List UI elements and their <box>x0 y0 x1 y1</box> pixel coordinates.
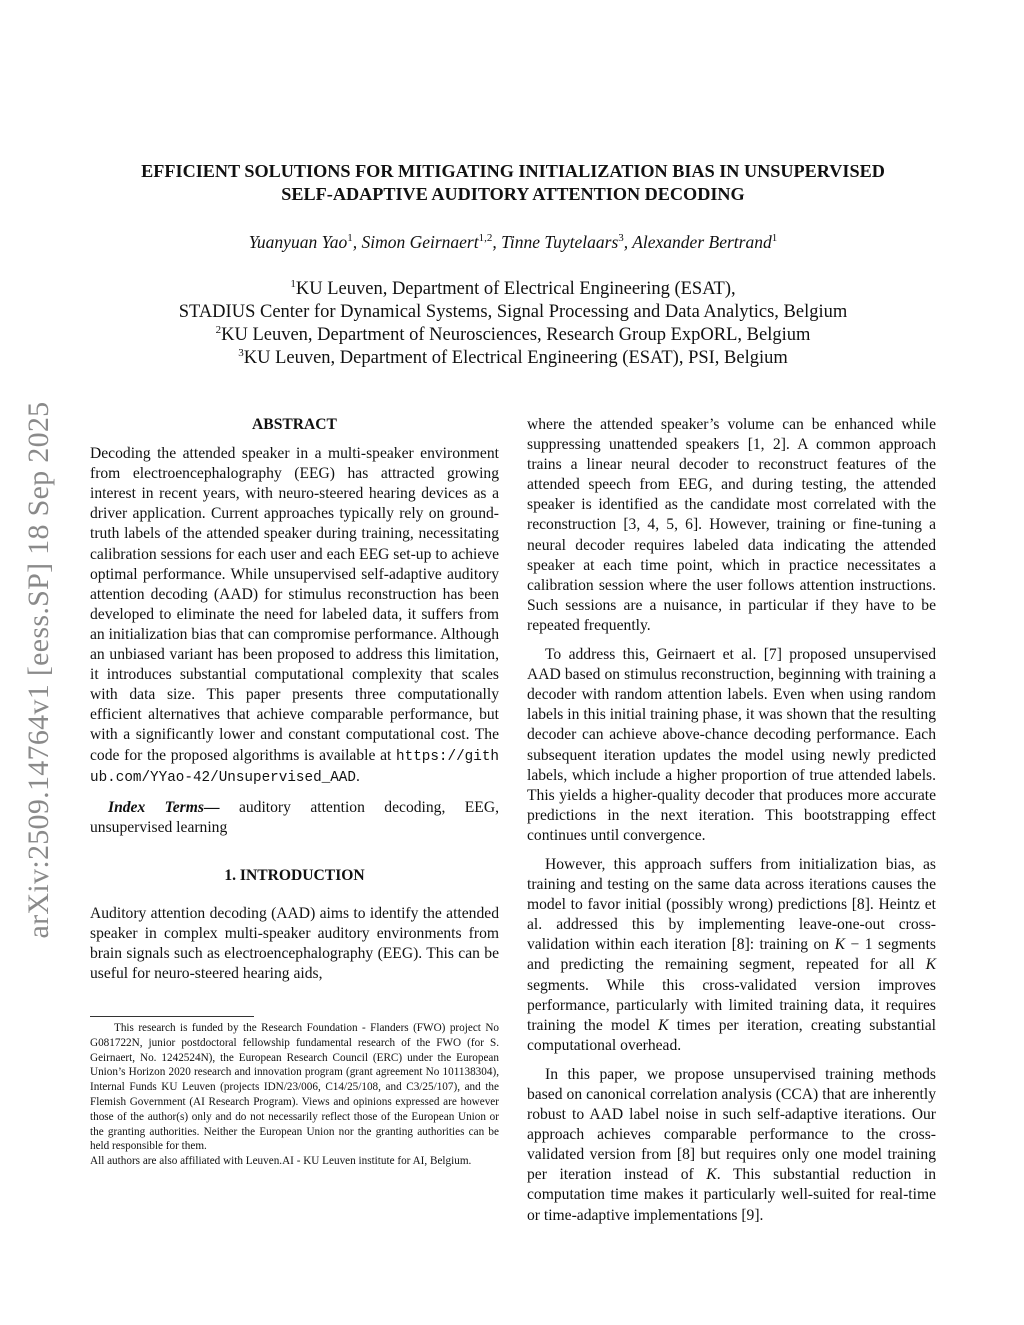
author-name: Tinne Tuytelaars <box>501 232 619 252</box>
title-line-2: SELF-ADAPTIVE AUDITORY ATTENTION DECODING <box>281 184 745 204</box>
footnote-affiliation: All authors are also affiliated with Leuven.AI - KU Leuven institute for AI, Belgium. <box>90 1155 472 1168</box>
arxiv-stamp <box>8 360 70 980</box>
p3-text: times per iteration, creating substantial computational overhead. <box>527 1016 936 1054</box>
affiliation-2 <box>90 324 936 347</box>
math-k: K <box>834 936 845 954</box>
right-paragraph-4 <box>527 1065 936 1226</box>
p3-text: segments. While this cross-validated version improves performance, particularly with limited training data, it requires training the model <box>527 976 936 1034</box>
right-column <box>527 415 936 1226</box>
right-paragraph-1: where the attended speaker’s volume can be enhanced while suppressing unattended speakers [1, 2]. A common approach trains a linear neural decoder to reconstruct features of the attended speech from EEG, and during testing, the attended speaker is identified as the candidate most correlated with the reconstruction [3, 4, 5, 6]. However, training or fine-tuning a neural decoder requires labeled data indicating the attended speaker at each time point, which in practice necessitates a calibration session where the user follows attention instructions. Such sessions are a nuisance, in particular if they have to be repeated frequently. <box>527 416 936 634</box>
author-list <box>90 232 936 253</box>
math-k: K <box>925 956 936 974</box>
left-column <box>90 415 499 984</box>
right-paragraph-3 <box>527 855 936 1056</box>
math-k: K <box>706 1166 717 1184</box>
right-paragraph-2: To address this, Geirnaert et al. [7] proposed unsupervised AAD based on stimulus reconstruction, beginning with training a decoder with random attention labels. Even when using random labels in this initial training phase, it was shown that the resulting decoder can achieve above-chance decoding performance. Each subsequent iteration updates the model using newly predicted labels, which include a higher proportion of true attended labels. This yields a higher-quality decoder that produces more accurate predictions in the next iteration. This bootstrapping effect continues until convergence. <box>527 646 936 844</box>
intro-heading: 1. INTRODUCTION <box>224 866 365 884</box>
author-name: Simon Geirnaert <box>361 232 479 252</box>
abstract-body: Decoding the attended speaker in a multi-speaker environment from electroencephalography (EEG) has attracted growing interest in recent years, with neuro-steered hearing devices as a driver application. Current approaches typically rely on ground-truth labels of the attended speaker during training, necessitating calibration sessions for each user and each EEG set-up to achieve optimal performance. While unsupervised self-adaptive auditory attention decoding (AAD) for stimulus reconstruction has been developed to eliminate the need for labeled data, it suffers from an initialization bias that can compromise performance. Although an unbiased variant has been proposed to address this limitation, it introduces substantial computational complexity that scales with data size. This paper presents three computationally efficient alternatives that achieve comparable performance, but with a significantly lower and constant computational cost. The code for the proposed algorithms is available at <box>90 445 499 764</box>
paper-title <box>90 160 936 206</box>
affiliation-text: KU Leuven, Department of Electrical Engineering (ESAT), PSI, Belgium <box>243 348 788 368</box>
affiliation-1 <box>90 278 936 301</box>
p3-text: However, this approach suffers from initialization bias, as training and testing on the same data across iterations causes the model to favor initial (possibly wrong) predictions [8]. Heintz et al. addressed this by implementing leave-one-out cross-validation within each iteration [8]: training on <box>527 855 936 954</box>
code-link[interactable]: https://github.com/YYao-42/Unsupervised_AAD <box>90 748 499 786</box>
p4-text: In this paper, we propose unsupervised training methods based on canonical correlation analysis (CCA) that are inherently robust to AAD label noise in such self-adaptive iterations. Our approach achieves comparable performance to the cross-validated version from [8] but requires only one model training per iteration instead of <box>527 1065 936 1184</box>
affiliation-1-cont: STADIUS Center for Dynamical Systems, Signal Processing and Data Analytics, Belgium <box>178 302 848 322</box>
affiliation-sup: 1 <box>290 277 296 290</box>
footnote-rule <box>90 1016 254 1017</box>
title-line-1: EFFICIENT SOLUTIONS FOR MITIGATING INITIALIZATION BIAS IN UNSUPERVISED <box>141 161 885 181</box>
author-sup: 1 <box>771 232 778 245</box>
intro-paragraph: Auditory attention decoding (AAD) aims to identify the attended speaker in complex multi-speaker auditory environments from brain signals such as electroencephalography (EEG). This can be useful for neuro-steered hearing aids, <box>90 904 499 983</box>
abstract-heading: ABSTRACT <box>252 416 337 433</box>
affiliation-sup: 3 <box>238 346 244 359</box>
author-sep: , <box>492 232 502 252</box>
author-sep: , <box>623 232 633 252</box>
index-terms-label: Index Terms— <box>108 798 220 816</box>
arxiv-id: arXiv:2509.14764v1 [eess.SP] 18 Sep 2025 <box>22 401 55 939</box>
index-terms-text: auditory attention decoding, EEG, unsupervised learning <box>90 798 499 836</box>
index-terms <box>90 798 499 838</box>
abstract-end: . <box>355 767 360 785</box>
p3-text: − 1 segments and predicting the remaining segment, repeated for all <box>527 936 936 974</box>
author-name: Yuanyuan Yao <box>248 232 348 252</box>
affiliation-sup: 2 <box>215 323 222 336</box>
abstract-text <box>90 444 499 788</box>
author-sep: , <box>352 232 362 252</box>
footnote <box>90 1021 499 1169</box>
author-sup: 1,2 <box>478 232 493 245</box>
affiliation-3 <box>90 347 936 370</box>
p4-text: . This substantial reduction in computation time makes it particularly well-suited for real-time or time-adaptive implementations [9]. <box>527 1166 936 1224</box>
affiliation-text: KU Leuven, Department of Neurosciences, Research Group ExpORL, Belgium <box>221 325 811 345</box>
footnote-funding: This research is funded by the Research Foundation - Flanders (FWO) project No G081722N, junior postdoctoral fellowship fundamental research of the FWO (for S. Geirnaert, No. 1242524N), the European Research Council (ERC) under the European Union’s Horizon 2020 research and innovation program (grant agreement No 101138304), Internal Funds KU Leuven (projects IDN/23/006, C14/25/108, and C3/25/107), and the Flemish Government (AI Research Program). Views and opinions expressed are however those of the author(s) only and do not necessarily reflect those of the European Union or the granting authorities. Neither the European Union nor the granting authorities can be held responsible for them. <box>90 1022 499 1153</box>
author-name: Alexander Bertrand <box>632 232 772 252</box>
affiliation-text: KU Leuven, Department of Electrical Engineering (ESAT), <box>295 279 736 299</box>
affiliations <box>90 278 936 370</box>
author-sup: 1 <box>347 232 353 245</box>
math-k: K <box>658 1016 669 1034</box>
author-sup: 3 <box>618 232 624 245</box>
